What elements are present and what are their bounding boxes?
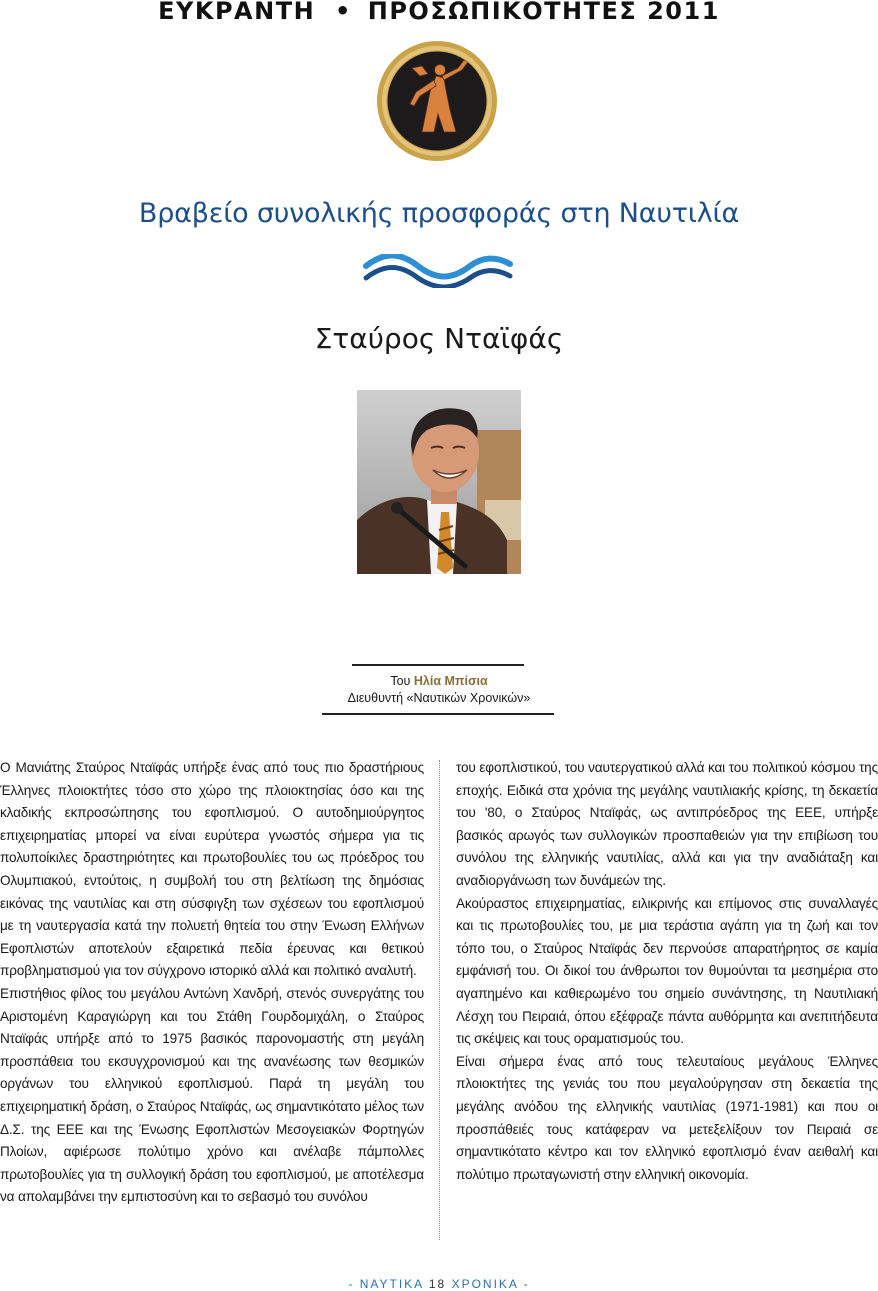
- article-column-right: [456, 757, 878, 1186]
- byline-author-line: [0, 673, 878, 690]
- paragraph: Ακούραστος επιχειρηματίας, ειλικρινής και επίμονος στις συναλλαγές και τις πρωτοβουλίες του, με μια τεράστια αγάπη για τη ζωή και τον τόπο του, ο Σταύρος Νταϊφάς δεν περνούσε απαρατήρητος σε καμία εμφάνισή του. Οι δικοί του άνθρωποι τον θυμούνται τα μεσημέρια στο αγαπημένο και καθιερωμένο του σημείο συνάντησης, τη Ναυτιλιακή Λέσχη του Πειραιά, όπου εξέφραζε πάντα αυθόρμητα και ανεπιτήδευτα τις σκέψεις και τους οραματισμούς του.: [456, 895, 878, 1047]
- footer-right: ΧΡΟΝΙΚΑ -: [451, 1277, 530, 1291]
- byline-author: Ηλία Μπίσια: [413, 674, 488, 688]
- paragraph: του εφοπλιστικού, του ναυτεργατικού αλλά και του πολιτικού κόσμου της εποχής. Ειδικά στα χρόνια της μεγάλης ναυτιλιακής κρίσης, τη δεκαετία του '80, ο Σταύρος Νταϊφάς, ως αντιπρόεδρος της ΕΕΕ, υπήρξε βασικός αρωγός των συλλογικών προσπαθειών για την επιβίωση του συνόλου της ελληνικής ναυτιλίας, αλλά και για την αναδιάταξη και αναδιοργάνωση των δυνάμεών της.: [456, 760, 878, 888]
- header-bullet: •: [335, 0, 352, 25]
- byline-role: Διευθυντή «Ναυτικών Χρονικών»: [347, 691, 531, 705]
- paragraph: Επιστήθιος φίλος του μεγάλου Αντώνη Χανδρή, στενός συνεργάτης του Αριστομένη Καραγιώργη και του Στάθη Γουρδομιχάλη, ο Σταύρος Νταϊφάς υπήρξε από το 1975 βασικός παρονομαστής στη μεγάλη προσπάθεια του εκσυγχρονισμού και της ανανέωσης των θεσμικών οργάνων του ελληνικού εφοπλισμού. Παρά τη μεγάλη του επιχειρηματική δράση, ο Σταύρος Νταϊφάς, ως σημαντικότατο μέλος των Δ.Σ. της ΕΕΕ και της Ένωσης Εφοπλιστών Μεσογειακών Φορτηγών Πλοίων, αφιέρωσε πολύτιμο χρόνο και ανέλαβε πάμπολλες πρωτοβουλίες για τη συλλογική δράση του εφοπλισμού, με αποτέλεσμα να απολαμβάνει την εμπιστοσύνη και το σεβασμό του συνόλου: [0, 985, 424, 1205]
- person-name: Σταύρος Νταϊφάς: [314, 322, 564, 355]
- page-footer: [0, 1277, 878, 1291]
- paragraph: Ο Μανιάτης Σταύρος Νταϊφάς υπήρξε ένας από τους πιο δραστήριους Έλληνες πλοιοκτήτες τόσο στο χώρο της πλοιοκτησίας όσο και της κλαδικής εκπροσώπησης του εφοπλισμού. Ο αυτοδημιούργητος επιχειρηματίας μπορεί να είναι ευρύτερα γνωστός σήμερα για τις πολυποίκιλες δραστηριότητες και πρωτοβουλίες του ως πρόεδρος του Ολυμπιακού, εντούτοις, η συμβολή του στη βελτίωση της δημόσιας εικόνας της ναυτιλίας και στη σύσφιγξη των σχέσεων του εφοπλισμού με τη ναυτεργασία κατά την πολυετή θητεία του στην Ένωση Ελλήνων Εφοπλιστών αποτελούν εξαιρετικά πεδία έρευνας και θετικού προβληματισμού για τον σύγχρονο ιστορικό αλλά και πολιτικό αναλυτή.: [0, 760, 424, 979]
- header-left: ΕΥΚΡΑΝΤΗ: [158, 0, 316, 25]
- byline: [0, 673, 878, 707]
- page-header: [0, 0, 878, 25]
- portrait-photo: [357, 390, 521, 574]
- paragraph: Είναι σήμερα ένας από τους τελευταίους μεγάλους Έλληνες πλοιοκτήτες της γενιάς του που μεγαλούργησαν στη δεκαετία της μεγάλης ανόδου της ελληνικής ναυτιλίας (1971-1981) και που οι προσπάθειές τους κατάφεραν να μετεξελίξουν τον Πειραιά σε σημαντικότατο κέντρο και τον ελληνικό εφοπλισμό έναν αειθαλή και πολύτιμο πρωταγωνιστή στην ελληνική οικονομία.: [456, 1053, 878, 1182]
- greek-vase-medallion-icon: [376, 40, 498, 162]
- footer-left: - ΝΑΥΤΙΚΑ: [348, 1277, 424, 1291]
- header-right: ΠΡΟΣΩΠΙΚΟΤΗΤΕΣ 2011: [367, 0, 720, 25]
- byline-rule-top: [352, 664, 524, 666]
- page-number: 18: [428, 1277, 447, 1291]
- byline-prefix: Του: [390, 674, 411, 688]
- article-column-left: [0, 757, 424, 1209]
- award-title: Βραβείο συνολικής προσφοράς στη Ναυτιλία: [138, 198, 740, 229]
- wave-ornament-icon: [362, 254, 514, 288]
- column-divider: [439, 760, 440, 1240]
- byline-rule-bottom: [322, 713, 554, 715]
